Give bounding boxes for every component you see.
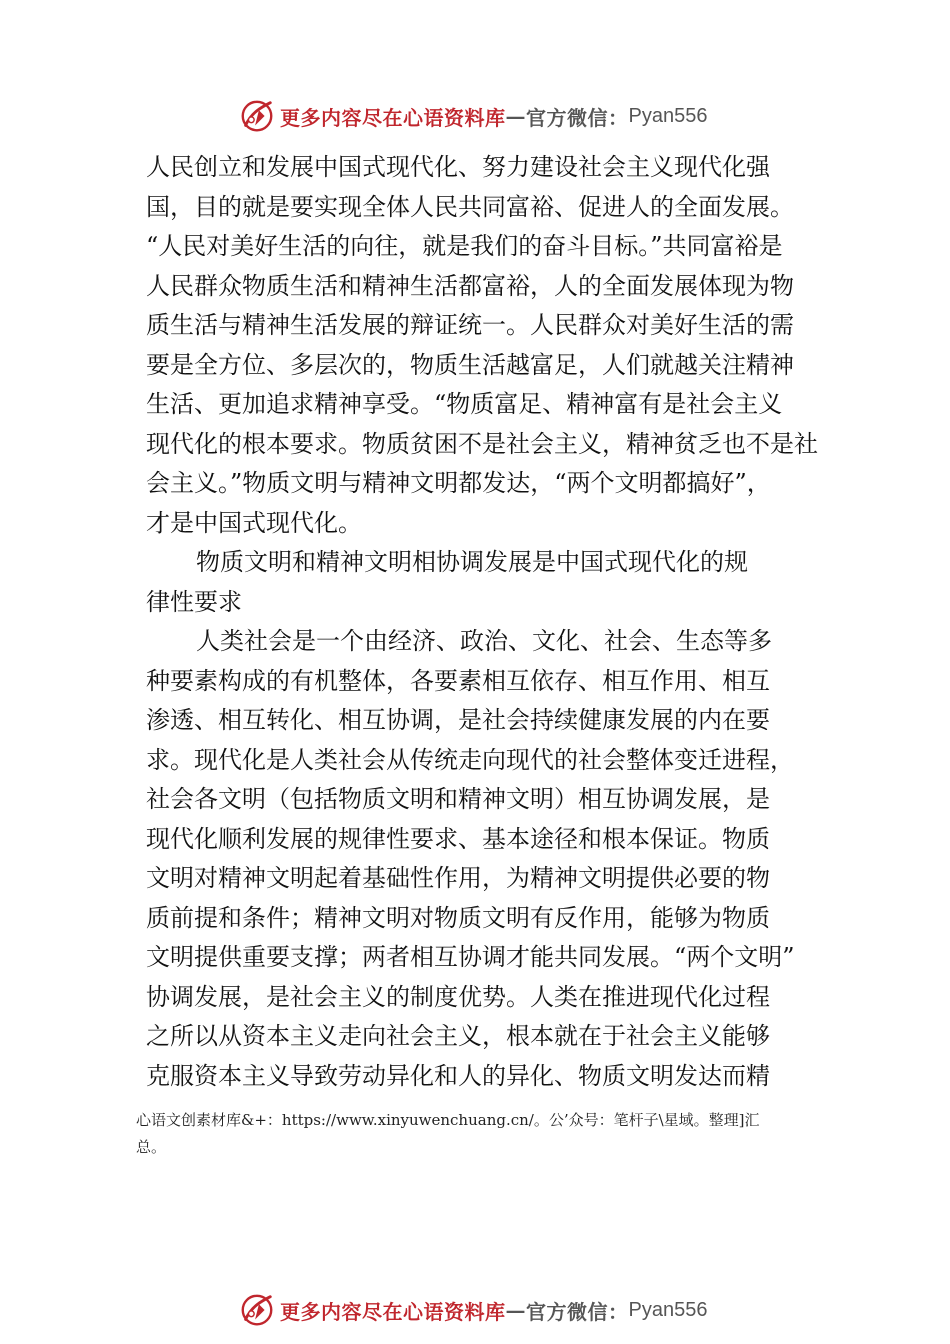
heading-line: 律性要求 bbox=[146, 587, 242, 616]
text-line: 求。现代化是人类社会从传统走向现代的社会整体变迁进程， bbox=[146, 745, 794, 774]
text-line: 文明提供重要支撑；两者相互协调才能共同发展。“两个文明” bbox=[146, 943, 795, 971]
page-header-banner bbox=[238, 96, 758, 136]
footer-dash: — bbox=[505, 1298, 526, 1322]
brand-logo-icon bbox=[238, 97, 276, 135]
text-line: 克服资本主义导致劳动异化和人的异化、物质文明发达而精 bbox=[146, 1061, 770, 1090]
header-wechat-id: Pyan556 bbox=[628, 104, 708, 127]
document-body bbox=[146, 148, 836, 1096]
text-line: 人民创立和发展中国式现代化、努力建设社会主义现代化强 bbox=[146, 153, 770, 181]
text-line: 要是全方位、多层次的，物质生活越富足，人们就越关注精神 bbox=[146, 350, 794, 379]
footnote-line: 总。 bbox=[136, 1138, 167, 1156]
text-line: 会主义。”物质文明与精神文明都发达，“两个文明都搞好”， bbox=[146, 469, 771, 497]
heading-line: 物质文明和精神文明相协调发展是中国式现代化的规 bbox=[196, 548, 748, 576]
text-line: 渗透、相互转化、相互协调，是社会持续健康发展的内在要 bbox=[146, 706, 770, 734]
text-line: 之所以从资本主义走向社会主义，根本就在于社会主义能够 bbox=[146, 1022, 770, 1050]
section-heading bbox=[146, 543, 836, 622]
page-footer-banner bbox=[238, 1290, 758, 1330]
header-dash: — bbox=[505, 104, 526, 128]
brand-logo-icon bbox=[238, 1291, 276, 1329]
header-brand-text: 更多内容尽在心语资料库 bbox=[280, 105, 506, 130]
footnote-line: 心语文创素材库&+：https://www.xinyuwenchuang.cn/。公’众号：笔杆子\星域。整理]汇 bbox=[136, 1111, 760, 1129]
text-line: 质前提和条件；精神文明对物质文明有反作用，能够为物质 bbox=[146, 903, 770, 932]
text-line: 国，目的就是要实现全体人民共同富裕、促进人的全面发展。 bbox=[146, 192, 794, 221]
text-line: 文明对精神文明起着基础性作用，为精神文明提供必要的物 bbox=[146, 864, 770, 892]
header-official-label: 官方微信： bbox=[526, 105, 629, 130]
text-line: 生活、更加追求精神享受。“物质富足、精神富有是社会主义 bbox=[146, 390, 783, 418]
paragraph-2 bbox=[146, 622, 836, 1096]
source-footnote bbox=[136, 1107, 836, 1161]
paragraph-1 bbox=[146, 148, 836, 543]
text-line: 现代化的根本要求。物质贫困不是社会主义，精神贫乏也不是社 bbox=[146, 429, 818, 458]
text-line: 协调发展，是社会主义的制度优势。人类在推进现代化过程 bbox=[146, 982, 770, 1011]
footer-wechat-id: Pyan556 bbox=[628, 1298, 708, 1321]
text-line: 现代化顺利发展的规律性要求、基本途径和根本保证。物质 bbox=[146, 824, 770, 853]
text-line: 人类社会是一个由经济、政治、文化、社会、生态等多 bbox=[196, 627, 772, 655]
text-line: “人民对美好生活的向往，就是我们的奋斗目标。”共同富裕是 bbox=[146, 232, 783, 260]
text-line: 社会各文明（包括物质文明和精神文明）相互协调发展，是 bbox=[146, 785, 770, 813]
footer-official-label: 官方微信： bbox=[526, 1299, 629, 1324]
text-line: 种要素构成的有机整体，各要素相互依存、相互作用、相互 bbox=[146, 666, 770, 695]
footer-brand-text: 更多内容尽在心语资料库 bbox=[280, 1299, 506, 1324]
text-line: 质生活与精神生活发展的辩证统一。人民群众对美好生活的需 bbox=[146, 311, 794, 339]
text-line: 才是中国式现代化。 bbox=[146, 508, 362, 537]
text-line: 人民群众物质生活和精神生活都富裕，人的全面发展体现为物 bbox=[146, 271, 794, 300]
